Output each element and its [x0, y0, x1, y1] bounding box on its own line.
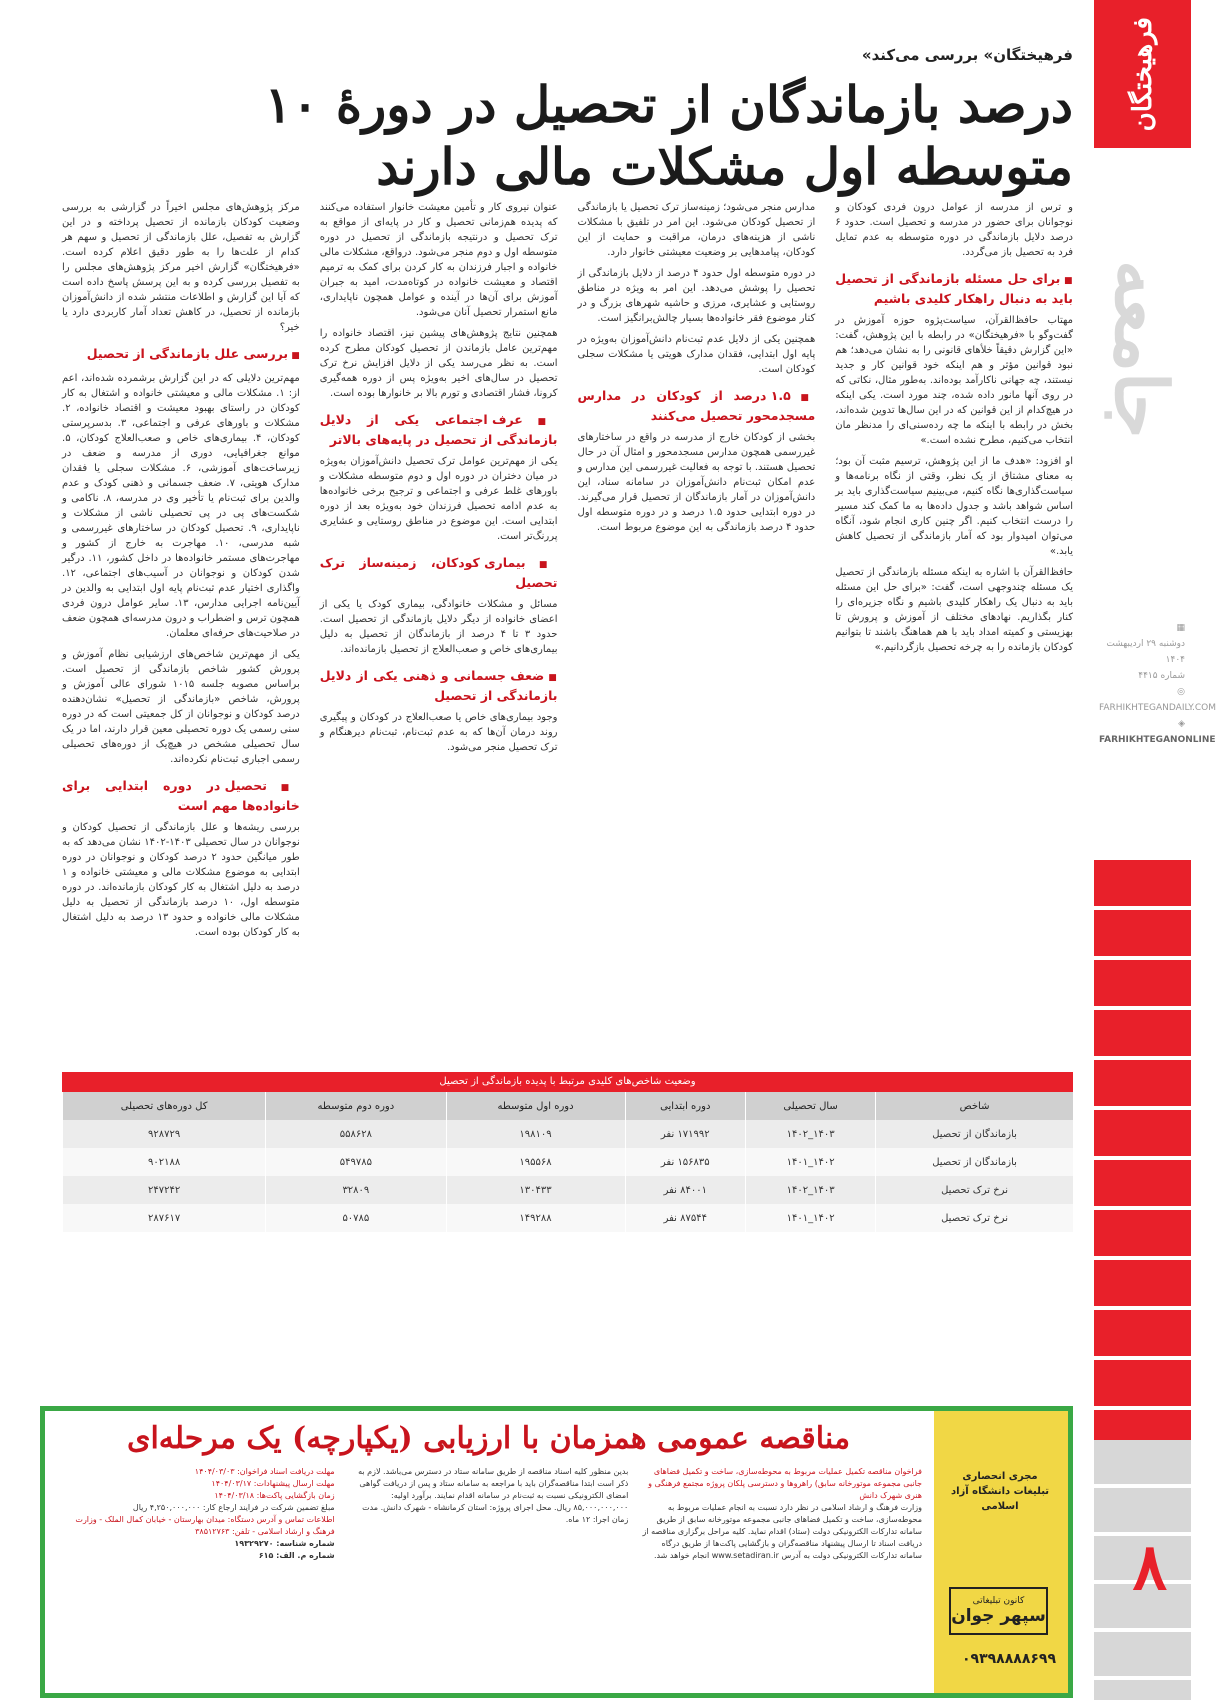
ad-detail-line: زمان بازگشایی پاکت‌ها: ۱۴۰۴/۰۳/۱۸: [214, 1491, 335, 1500]
paragraph: مرکز پژوهش‌های مجلس اخیراً در گزارشی به بررسی وضعیت کودکان بازمانده از تحصیل پرداخته و در این گزارش به تفصیل، علل بازماندگی از تحصیل و سهم هر کدام از علت‌ها را به طور دقیق اعلام کرده است. «فرهیختگان» گزارش اخیر مرکز پژوهش‌های مجلس را به تفصیل بررسی کرده و به این پرسش پاسخ داده است که آیا این گزارش و اطلاعات منتشر شده از دانش‌آموزان بازمانده از تحصیل، در کاهش تعداد آمار کاربردی دارد یا خیر؟: [62, 202, 300, 333]
paragraph: حافظ‌القرآن با اشاره به اینکه مسئله بازماندگی از تحصیل یک مسئله چندوجهی است، گفت: «برای حل این مسئله باید به دنبال یک راهکار کلیدی باشیم و نگاه جزیره‌ای را کنار بگذاریم. نهادهای مختلف از آموزش و پرورش تا بهزیستی و کمیته امداد باید با هم هماهنگ باشند تا بتوانیم کودکان بازمانده را به چرخه تحصیل بازگردانیم.»: [835, 567, 1073, 653]
subheading: ■ برای حل مسئله بازماندگی از تحصیل باید به دنبال راهکار کلیدی باشیم: [835, 270, 1073, 307]
table-cell: ۳۲۸۰۹: [266, 1176, 446, 1204]
kicker: «فرهیختگان» بررسی می‌کند: [861, 46, 1073, 64]
ad-title: مناقصه عمومی همزمان با ارزیابی (یکپارچه) یک مرحله‌ای: [126, 1421, 851, 1456]
issue-date: دوشنبه ۲۹ اردیبهشت ۱۴۰۴: [1106, 639, 1185, 665]
table-row: [63, 1176, 1074, 1204]
headline: ۱۰ درصد بازماندگان از تحصیل در دورۀ متوسطه اول مشکلات مالی دارند: [264, 75, 1073, 196]
subheading: ■ ضعف جسمانی و ذهنی یکی از دلایل بازماندگی از تحصیل: [320, 667, 558, 704]
issue-meta: [1099, 620, 1216, 748]
paragraph: عنوان نیروی کار و تأمین معیشت خانوار استفاده می‌کنند که پدیده هم‌زمانی تحصیل و کار در پایه‌ای از مواقع به ترک تحصیل و درنتیجه بازماندگی از تحصیل در دوره متوسطه اول و دوم منجر می‌شود. درواقع، مشکلات مالی خانواده و اجبار فرزندان به کار کردن برای کمک به ترمیم اقتصاد و معیشت خانواده در کوتاه‌مدت، امید به جبران آموزش برای آن‌ها در آینده و عوامل همچون ناپایداری، مانع استمرار تحصیل آنان می‌شود.: [319, 202, 558, 318]
ad-detail-line: مبلغ تضمین شرکت در فرایند ارجاع کار: ۴,۲۵۰,۰۰۰,۰۰۰ ریال: [132, 1503, 335, 1512]
table-row: [63, 1120, 1074, 1148]
table-row: [63, 1204, 1074, 1232]
table-cell: ۱۴۹۲۸۸: [446, 1204, 625, 1232]
paragraph: مدارس منجر می‌شود؛ زمینه‌ساز ترک تحصیل یا بازماندگی از تحصیل کودکان می‌شود. این امر در تلفیق با مشکلات ناشی از هزینه‌های درمان، مراقبت و حمایت از این کودکان، پیامدهایی بر وضعیت معیشتی خانوار دارد.: [577, 202, 816, 258]
subheading: ■ عرف اجتماعی یکی از دلایل بازماندگی از تحصیل در پایه‌های بالاتر: [320, 411, 558, 448]
ad-brand-small: کانون تبلیغاتی: [972, 1596, 1025, 1606]
social-handle[interactable]: FARHIKHTEGANONLINE: [1099, 735, 1216, 745]
subheading: ■ بررسی علل بازماندگی از تحصیل: [62, 345, 300, 365]
paragraph: مهم‌ترین دلایلی که در این گزارش برشمرده شده‌اند، اعم از: ۱. مشکلات مالی و معیشتی خانواده و اشتغال به کار کودکان در راستای بهبود معیشت و اقتصاد خانواده، ۲. مشکلات و باورهای عرفی و اجتماعی، ۳. بدسرپرستی کودکان، ۴. بیماری‌های خاص و صعب‌العلاج کودکان، ۵. موانع جغرافیایی، دوری از مدرسه و ضعف در زیرساخت‌های آموزشی، ۶. مشکلات سجلی یا فقدان مدارک هویتی، ۷. ضعف جسمانی و ذهنی کودک و عدم والدین برای ثبت‌نام یا تأخیر وی در مدرسه، ۸. ناکامی و شکست‌های پی در پی تحصیلی ناشی از مشکلات و ناپایداری، ۹. تحصیل کودکان در ساختارهای غیررسمی و شبه مدرسی، ۱۰. مهاجرت به خارج از کشور و مهاجرت‌های مستمر خانواده‌ها در داخل کشور، ۱۱. درگیر شدن کودکان و نوجوانان در آسیب‌های اجتماعی، ۱۲. واگذاری اختیار عدم ثبت‌نام پایه اول ابتدایی به والدین در آیین‌نامه اجرایی مدارس، ۱۳. سایر عوامل درون فردی همچون ترس و اضطراب و درون مدرسه‌ای همچون ضعف در صلاحیت‌های حرفه‌ای معلمان.: [62, 373, 300, 639]
table-cell: ۱۴۰۲_۱۴۰۱: [746, 1204, 876, 1232]
ad-column-1: [642, 1466, 922, 1562]
ad-brand-name: سپهر جوان: [951, 1606, 1046, 1626]
paragraph: و ترس از مدرسه از عوامل درون فردی کودکان و نوجوانان برای حضور در مدرسه و تحصیل است. حدود ۶ درصد دلایل بازماندگی در دوره متوسطه به عدم تمایل فرد به تحصیل باز می‌گردد.: [835, 202, 1073, 258]
paragraph: یکی از مهم‌ترین شاخص‌های ارزشیابی نظام آموزش و پرورش کشور شاخص بازماندگی از تحصیل است. براساس مصوبه جلسه ۱۰۱۵ شورای عالی آموزش و پرورش، شاخص «بازماندگی از تحصیل» نشان‌دهنده درصد کودکان و نوجوانان از کل جمعیتی است که در دوره سنی رسمی یک دوره تحصیلی معین قرار دارند، اما در یک سال تحصیلی مشخص در هیچ‌یک از دوره‌های تحصیلی رسمی اجباری ثبت‌نام نکرده‌اند.: [62, 649, 300, 765]
table-cell: ۸۴۰۰۱ نفر: [625, 1176, 746, 1204]
ad-column-heading: فراخوان مناقصه تکمیل عملیات مربوط به محوطه‌سازی، ساخت و تکمیل فضاهای جانبی مجموعه موتورخانه سابق) راهروها و دسترسی پلکان پروژه مجتمع فرهنگی و هنری شهرک دانش: [648, 1467, 922, 1500]
website-link[interactable]: FARHIKHTEGANDAILY.COM: [1099, 703, 1216, 713]
stats-table: [62, 1072, 1073, 1232]
paragraph: در دوره متوسطه اول حدود ۴ درصد از دلایل بازماندگی از تحصیل را پوشش می‌دهد. این امر به ویژه در مناطق روستایی و عشایری، مرزی و حاشیه شهرهای بزرگ و در کنار موضوع فقر خانواده‌ها بسیار چالش‌برانگیز است.: [577, 268, 816, 324]
table-cell: ۲۴۷۲۴۲: [63, 1176, 266, 1204]
table-cell: ۵۴۹۷۸۵: [266, 1148, 446, 1176]
ad-detail-line: شماره م. الف: ۶۱۵: [258, 1551, 335, 1560]
ad-tagline: مجری انحصاری تبلیغات دانشگاه آزاد اسلامی: [950, 1471, 1050, 1512]
paragraph: مهتاب حافظ‌القرآن، سیاست‌پژوه حوزه آموزش در گفت‌وگو با «فرهیختگان» در رابطه با این پژوهش، گفت: «این گزارش دقیقاً خلأهای قانونی را به نشان می‌دهد؛ هم نبود قوانین مؤثر و هم اینکه خود قوانین کار و جدید نیستند، چه جهانی ناکارآمد بوده‌اند. به‌طور مثال، نکاتی که در روی آنها مانور داده شده، چند مورد است. یکی اینکه در هیچ‌کدام از این قوانین که در این سال‌ها تدوین شده‌اند، بخش در رابطه با اینکه ما چه رده‌سنی‌ای را مدنظر مان انتخاب می‌کنیم، مطرح نشده است.»: [835, 315, 1073, 446]
ad-agency-panel: [934, 1411, 1068, 1693]
table: [62, 1092, 1073, 1232]
sidebar: [1094, 0, 1216, 1700]
column-3: [578, 200, 816, 1050]
paragraph: او افزود: «هدف ما از این پژوهش، ترسیم مثبت آن بود؛ به معنای مشتاق از یک نظر، وقتی از نگاه برنامه‌ها و سیاست‌گذاری‌ها نگاه کنیم، می‌بینیم سیاست‌گذاری باید بر اساس شواهد باشد و جدول داده‌ها به ما کمک کند مسیر را درست انتخاب کنیم. اگر چنین کاری انجام شود، آنگاه می‌توان امیدوار بود که آمار بازماندگی از تحصیل کاهش یابد.»: [835, 456, 1073, 557]
table-header-row: [63, 1092, 1074, 1120]
table-header: کل دوره‌های تحصیلی: [63, 1092, 266, 1120]
logo-text: فرهیختگان: [1127, 16, 1158, 132]
paragraph: یکی از مهم‌ترین عوامل ترک تحصیل دانش‌آموزان به‌ویژه در میان دختران در دوره اول و دوم متوسطه مشکلات و باورهای غلط عرفی و اجتماعی و ترجیح برخی خانواده‌ها به عدم ادامه تحصیل فرزندان خود به‌ویژه بعد از دوره ابتدایی است. این موضوع در مناطق روستایی و عشایری پررنگ‌تر است.: [319, 456, 558, 542]
ad-detail-line: مهلت دریافت اسناد فراخوان: ۱۴۰۴/۰۳/۰۳: [194, 1467, 335, 1476]
paragraph: همچنین نتایج پژوهش‌های پیشین نیز، اقتصاد خانواده را مهم‌ترین عامل بازماندن از تحصیل کودکان مطرح کرده است. به نظر می‌رسد یکی از دلایل افزایش نرخ ترک تحصیل در سال‌های اخیر به‌ویژه پس از دوره همه‌گیری کرونا، فشار اقتصادی و تورم بالا بر خانوارها بوده است.: [319, 328, 558, 399]
globe-icon: ◎: [1177, 687, 1185, 697]
table-cell: ۹۰۲۱۸۸: [63, 1148, 266, 1176]
calendar-icon: ▦: [1176, 623, 1185, 633]
ad-content: [55, 1411, 922, 1693]
page-number: ۸: [1132, 1530, 1167, 1605]
column-1: [62, 200, 300, 1050]
table-cell: ۱۵۶۸۳۵ نفر: [625, 1148, 746, 1176]
table-cell: ۸۷۵۴۴ نفر: [625, 1204, 746, 1232]
table-cell: ۵۰۷۸۵: [266, 1204, 446, 1232]
paragraph: بخشی از کودکان خارج از مدرسه در واقع در ساختارهای غیررسمی همچون مدارس مسجدمحور و امثال آن در حال تحصیل هستند. با توجه به فعالیت غیررسمی این مدارس و عدم امکان ثبت‌نام دانش‌آموزان در سامانه سناد، این دانش‌آموزان در آمار بازماندگان از تحصیل قرار می‌گیرند. در دوره ابتدایی حدود ۱.۵ درصد و در دوره متوسطه اول حدود ۴ درصد بازماندگی به این موضوع مربوط است.: [577, 432, 816, 533]
ad-phone[interactable]: ۰۹۳۹۸۸۸۸۶۹۹: [962, 1651, 1056, 1667]
table-title: وضعیت شاخص‌های کلیدی مرتبط با پدیده بازماندگی از تحصیل: [62, 1072, 1073, 1092]
subheading: ■ بیماری کودکان، زمینه‌ساز ترک تحصیل: [320, 554, 558, 591]
table-header: شاخص: [876, 1092, 1073, 1120]
subheading: ■ ۱.۵ درصد از کودکان در مدارس مسجدمحور تحصیل می‌کنند: [578, 387, 816, 424]
ad-column-2: بدین منظور کلیه اسناد مناقصه از طریق سامانه ستاد در دسترس می‌باشد. لازم به ذکر است ابتدا مناقصه‌گران باید با مراجعه به سامانه ستاد و پس از دریافت گواهی امضای الکترونیکی نسبت به ثبت‌نام در سامانه اقدام نمایند. برآورد اولیه: ۸۵,۰۰۰,۰۰۰,۰۰۰ ریال. محل اجرای پروژه: استان کرمانشاه - شهرک دانش. مدت زمان اجرا: ۱۲ ماه.: [358, 1467, 629, 1524]
table-cell: نرخ ترک تحصیل: [876, 1204, 1073, 1232]
table-header: دوره دوم متوسطه: [266, 1092, 446, 1120]
tender-advertisement[interactable]: [40, 1406, 1073, 1698]
ad-brand-logo: [949, 1587, 1048, 1635]
table-cell: ۱۹۵۵۶۸: [446, 1148, 625, 1176]
column-2: [320, 200, 558, 1050]
decorative-stripes: [1094, 860, 1191, 1440]
table-header: دوره ابتدایی: [625, 1092, 746, 1120]
newspaper-logo[interactable]: [1094, 0, 1191, 148]
table-row: [63, 1148, 1074, 1176]
ad-columns: [55, 1466, 922, 1562]
paragraph: بررسی ریشه‌ها و علل بازماندگی از تحصیل کودکان و نوجوانان در سال تحصیلی ۱۴۰۳-۱۴۰۲ نشان می‌دهد که به طور میانگین حدود ۲ درصد کودکان و نوجوانان در دوره ابتدایی به موضوع مشکلات مالی و معیشتی خانواده و ۱ درصد به دلیل اشتغال به کار کودکان بازمانده‌اند. در دوره متوسطه اول، ۱۰ درصد بازماندگی از تحصیل به دلیل مشکلات مالی خانواده و حدود ۱۳ درصد به دلیل اشتغال به کار کودکان بوده است.: [62, 822, 300, 938]
paragraph: وجود بیماری‌های خاص یا صعب‌العلاج در کودکان و پیگیری روند درمان آن‌ها که به عدم ثبت‌نام، ثبت‌نام دیرهنگام و ترک تحصیل منجر می‌شود.: [319, 712, 558, 753]
article-body: [62, 200, 1073, 1050]
ad-detail-line: مهلت ارسال پیشنهادات: ۱۴۰۴/۰۳/۱۷: [211, 1479, 335, 1488]
table-cell: بازماندگان از تحصیل: [876, 1120, 1073, 1148]
issue-number: شماره ۴۴۱۵: [1138, 671, 1185, 681]
ad-column-text: وزارت فرهنگ و ارشاد اسلامی در نظر دارد نسبت به انجام عملیات مربوط به محوطه‌سازی، ساخت و تکمیل فضاهای جانبی مجموعه موتورخانه سابق از طریق سامانه تدارکات الکترونیکی دولت (ستاد) اقدام نماید. کلیه مراحل برگزاری مناقصه از دریافت اسناد تا ارسال پیشنهاد مناقصه‌گران و بازگشایی پاکت‌ها از طریق درگاه سامانه تدارکات الکترونیکی دولت به آدرس www.setadiran.ir انجام خواهد شد.: [642, 1503, 922, 1560]
subheading: ■ تحصیل در دوره ابتدایی برای خانواده‌ها مهم است: [62, 777, 300, 814]
table-cell: نرخ ترک تحصیل: [876, 1176, 1073, 1204]
table-cell: ۱۳۰۴۳۳: [446, 1176, 625, 1204]
table-header: سال تحصیلی: [746, 1092, 876, 1120]
social-icon: ◈: [1178, 719, 1185, 729]
table-cell: ۱۴۰۳_۱۴۰۲: [746, 1120, 876, 1148]
paragraph: مسائل و مشکلات خانوادگی، بیماری کودک یا یکی از اعضای خانواده از دیگر دلایل بازماندگی از تحصیل است. حدود ۳ تا ۴ درصد از بازماندگان از تحصیل به دلیل بیماری‌های خاص و صعب‌العلاج از تحصیل بازمانده‌اند.: [319, 599, 558, 655]
table-cell: ۵۵۸۶۲۸: [266, 1120, 446, 1148]
paragraph: همچنین یکی از دلایل عدم ثبت‌نام دانش‌آموزان به‌ویژه در پایه اول ابتدایی، فقدان مدارک هویتی یا مشکلات سجلی کودکان است.: [577, 334, 816, 375]
ad-column-3: [55, 1466, 335, 1562]
table-cell: ۲۸۷۶۱۷: [63, 1204, 266, 1232]
ad-detail-line: شماره شناسه: ۱۹۳۲۹۲۷۰: [234, 1539, 335, 1548]
table-cell: ۱۴۰۲_۱۴۰۱: [746, 1148, 876, 1176]
table-cell: بازماندگان از تحصیل: [876, 1148, 1073, 1176]
table-cell: ۱۷۱۹۹۲ نفر: [625, 1120, 746, 1148]
column-4: [835, 200, 1073, 1050]
table-cell: ۱۴۰۳_۱۴۰۲: [746, 1176, 876, 1204]
ad-detail-line: اطلاعات تماس و آدرس دستگاه: میدان بهارستان - خیابان کمال الملک - وزارت فرهنگ و ارشاد اسلامی - تلفن: ۳۸۵۱۲۷۶۳: [75, 1515, 335, 1536]
section-title: جامعه: [1099, 260, 1184, 439]
table-cell: ۱۹۸۱۰۹: [446, 1120, 625, 1148]
table-cell: ۹۲۸۷۲۹: [63, 1120, 266, 1148]
table-header: دوره اول متوسطه: [446, 1092, 625, 1120]
